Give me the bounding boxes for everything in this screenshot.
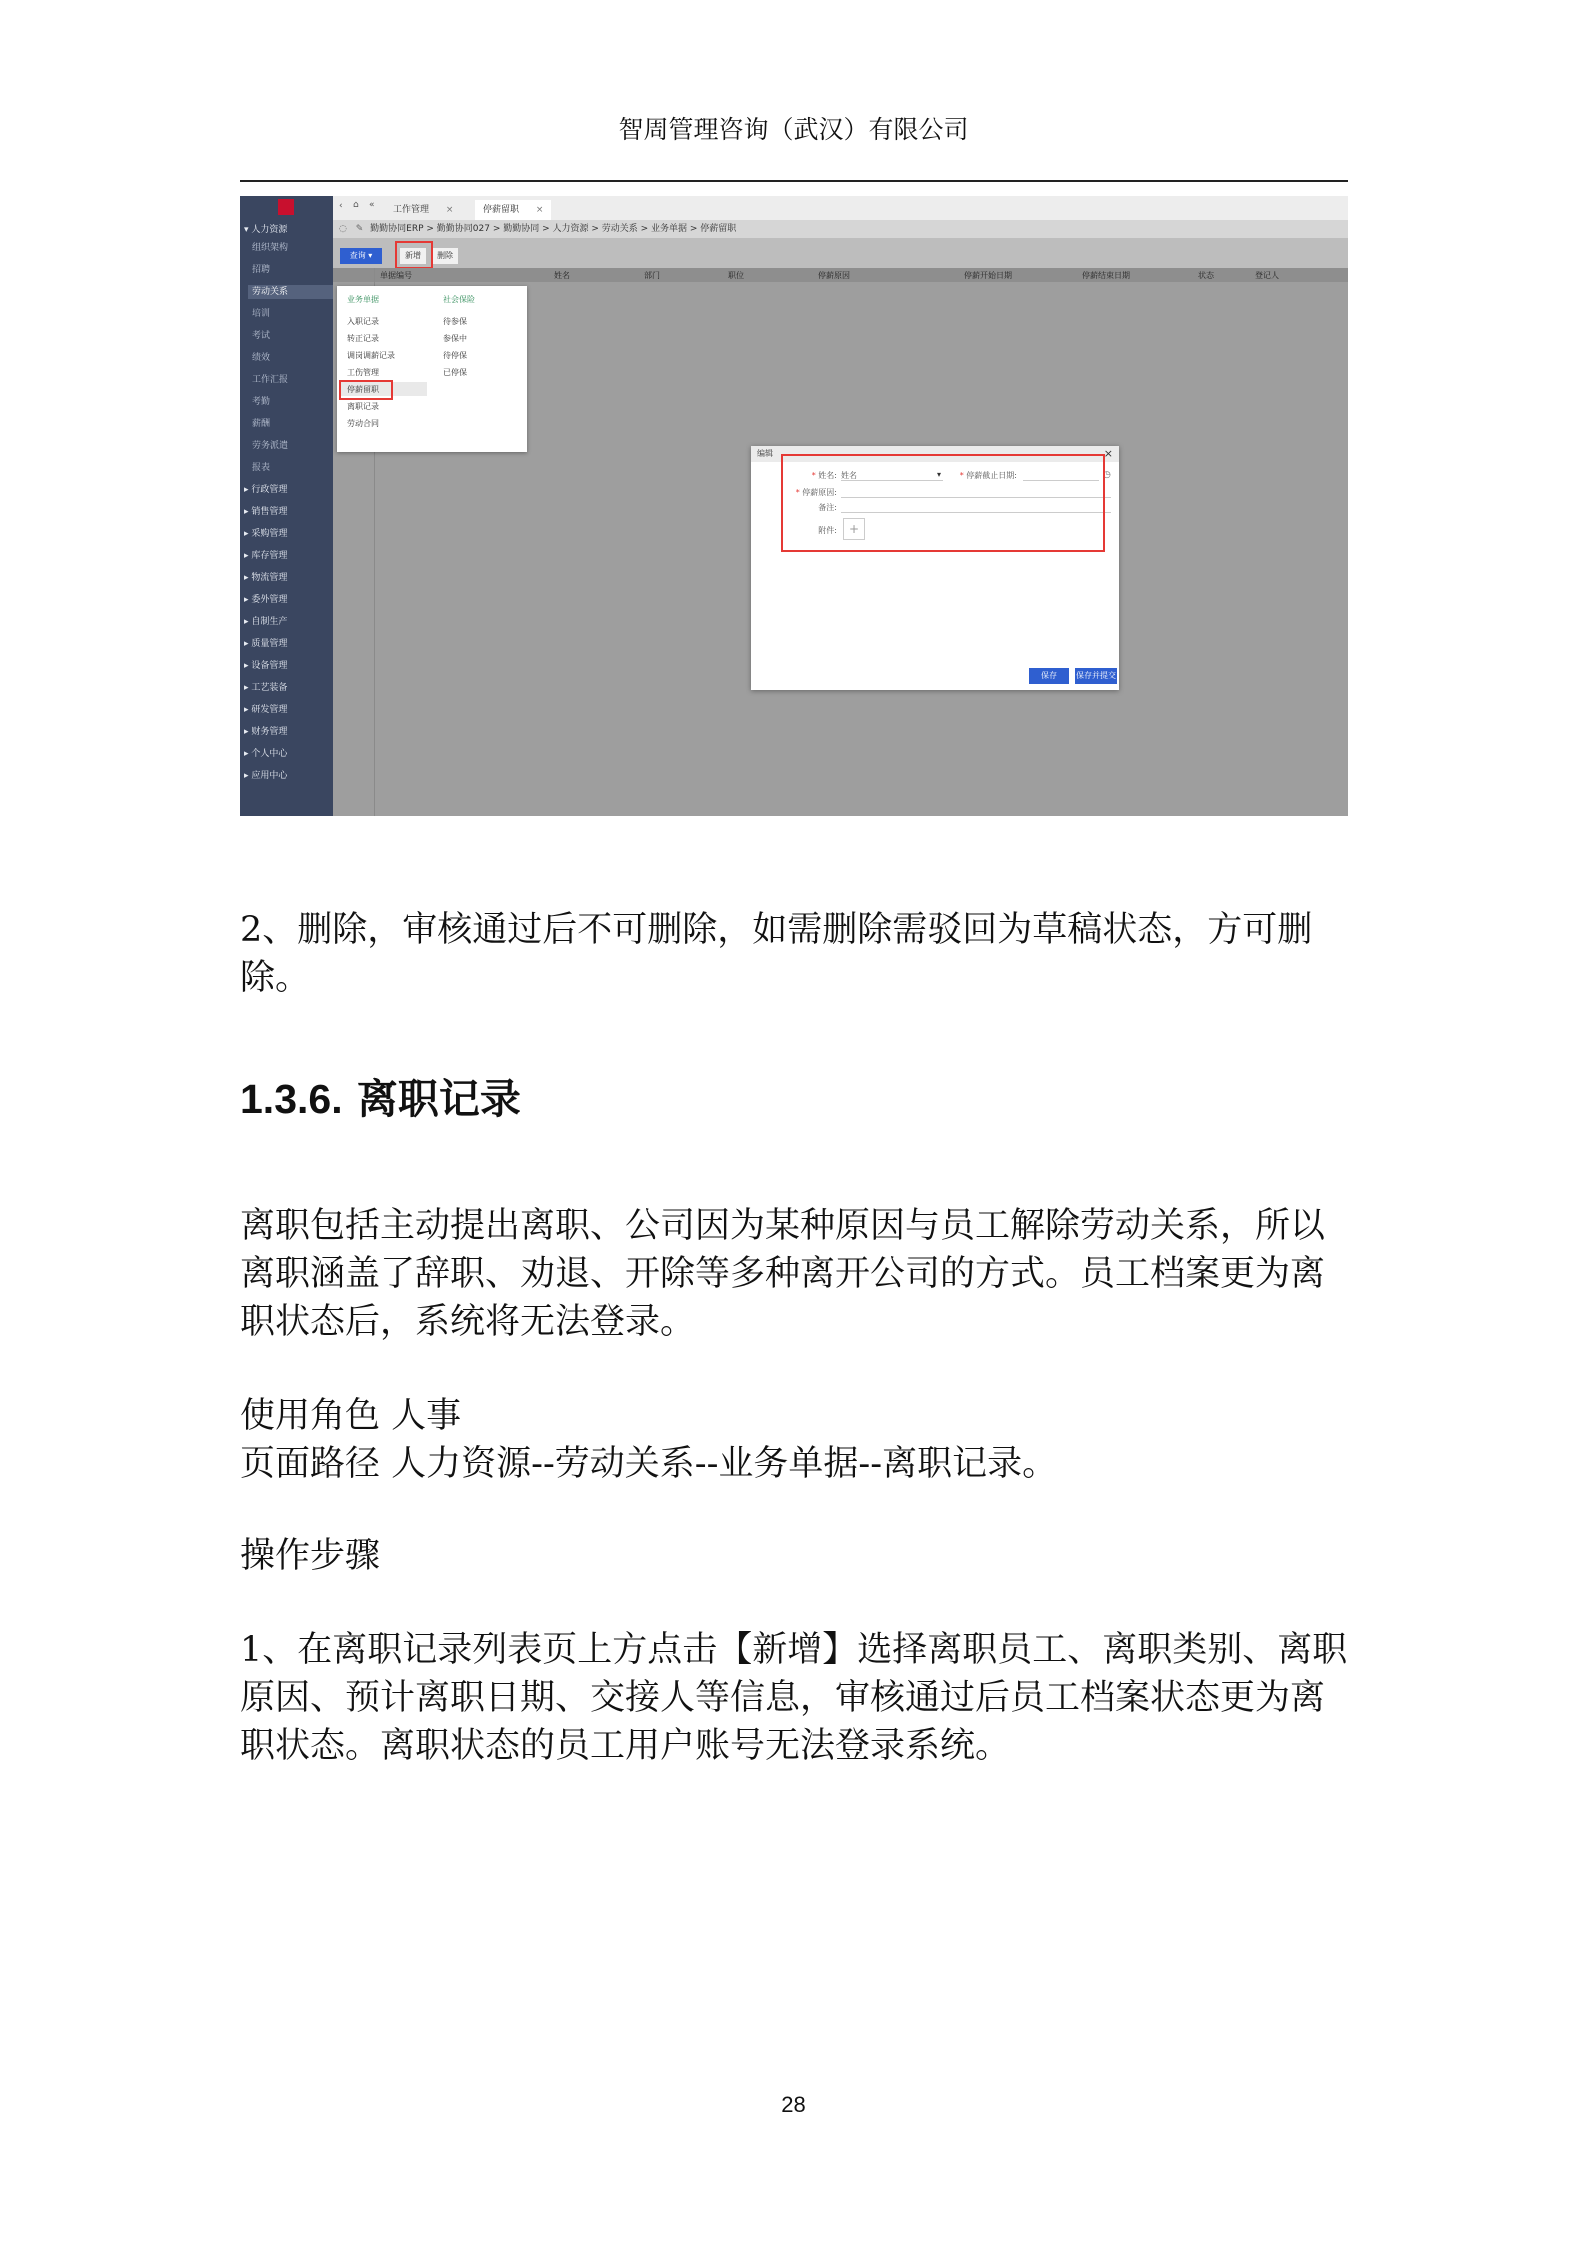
dropdown-item[interactable]: 入职记录 bbox=[347, 317, 379, 326]
sidebar-module[interactable]: ▸ 销售管理 bbox=[244, 505, 287, 519]
column-header[interactable]: 单据编号 bbox=[380, 271, 412, 280]
section-title: 离职记录 bbox=[356, 1075, 521, 1123]
save-button[interactable]: 保存 bbox=[1029, 668, 1069, 684]
column-header[interactable]: 停薪结束日期 bbox=[1082, 271, 1130, 280]
sidebar-module[interactable]: ▸ 自制生产 bbox=[244, 615, 287, 629]
sidebar-subitem[interactable]: 考勤 bbox=[252, 397, 271, 407]
home-icon[interactable]: ⌂ bbox=[353, 200, 359, 210]
sidebar-module[interactable]: ▸ 应用中心 bbox=[244, 769, 287, 783]
sidebar-item-hr[interactable]: ▾ 人力资源 bbox=[244, 223, 287, 237]
close-icon[interactable]: × bbox=[535, 205, 544, 215]
attachment-upload-button[interactable]: + bbox=[843, 518, 865, 540]
label-text: 停薪截止日期: bbox=[966, 471, 1017, 480]
tab-label: 停薪留职 bbox=[483, 205, 520, 215]
dialog-title: 编辑 bbox=[757, 449, 773, 458]
column-header[interactable]: 停薪开始日期 bbox=[964, 271, 1012, 280]
column-header[interactable]: 状态 bbox=[1198, 271, 1214, 280]
sidebar-module[interactable]: ▸ 委外管理 bbox=[244, 593, 287, 607]
sidebar bbox=[240, 196, 333, 816]
dropdown-item[interactable]: 离职记录 bbox=[347, 402, 379, 411]
sidebar-subitem[interactable]: 培训 bbox=[252, 309, 271, 319]
delete-note: 2、删除，审核通过后不可删除，如需删除需驳回为草稿状态，方可删除。 bbox=[240, 910, 1313, 998]
sidebar-subitem[interactable]: 招聘 bbox=[252, 265, 271, 275]
column-header[interactable]: 部门 bbox=[644, 271, 660, 280]
screenshot-figure bbox=[240, 196, 1348, 816]
add-button[interactable]: 新增 bbox=[400, 248, 426, 264]
dropdown-item[interactable]: 待停保 bbox=[443, 351, 467, 360]
refresh-icon[interactable]: ◌ bbox=[339, 224, 347, 234]
save-submit-button[interactable]: 保存并提交 bbox=[1075, 668, 1117, 684]
sidebar-subitem-active[interactable]: 劳动关系 bbox=[248, 285, 334, 299]
sidebar-subitem[interactable]: 薪酬 bbox=[252, 419, 271, 429]
dropdown-group-title: 社会保险 bbox=[443, 295, 475, 304]
breadcrumb-text: 勤勤协同ERP > 勤勤协同027 > 勤勤协同 > 人力资源 > 劳动关系 > 业务单据 > 停薪留职 bbox=[370, 224, 737, 234]
sidebar-module[interactable]: ▸ 个人中心 bbox=[244, 747, 287, 761]
sidebar-module[interactable]: ▸ 工艺装备 bbox=[244, 681, 287, 695]
sidebar-subitem[interactable]: 报表 bbox=[252, 463, 271, 473]
name-input[interactable]: 姓名 bbox=[841, 471, 857, 480]
logo-icon bbox=[278, 199, 294, 215]
query-button[interactable]: 查询 ▾ bbox=[340, 248, 382, 264]
dropdown-item-suspension[interactable]: 停薪留职 bbox=[347, 385, 379, 394]
delete-button[interactable]: 删除 bbox=[432, 248, 458, 264]
label-text: 姓名: bbox=[818, 471, 837, 480]
sidebar-module[interactable]: ▸ 设备管理 bbox=[244, 659, 287, 673]
highlight-add-button bbox=[395, 241, 433, 269]
calendar-icon[interactable]: ◷ bbox=[1103, 470, 1111, 480]
dropdown-item[interactable]: 调岗调薪记录 bbox=[347, 351, 395, 360]
column-header[interactable]: 停薪原因 bbox=[818, 271, 850, 280]
double-left-icon[interactable]: « bbox=[369, 200, 375, 210]
sidebar-subitem[interactable]: 工作汇报 bbox=[252, 375, 289, 385]
sidebar-subitem[interactable]: 劳务派遣 bbox=[252, 441, 289, 451]
back-icon[interactable]: ‹ bbox=[339, 201, 343, 211]
attachment-label: 附件: bbox=[818, 526, 837, 535]
sidebar-module[interactable]: ▸ 采购管理 bbox=[244, 527, 287, 541]
column-header[interactable]: 登记人 bbox=[1255, 271, 1279, 280]
column-header[interactable]: 职位 bbox=[728, 271, 744, 280]
tab-work-management[interactable] bbox=[385, 200, 461, 220]
close-icon[interactable]: × bbox=[445, 205, 454, 215]
add-dropdown-menu bbox=[337, 286, 527, 452]
name-label: * 姓名: bbox=[811, 471, 837, 480]
sidebar-module[interactable]: ▸ 行政管理 bbox=[244, 483, 287, 497]
sidebar-module[interactable]: ▸ 库存管理 bbox=[244, 549, 287, 563]
breadcrumb bbox=[333, 220, 1348, 238]
tab-label: 工作管理 bbox=[393, 205, 430, 215]
toolbar bbox=[333, 238, 1348, 268]
step-1: 1、在离职记录列表页上方点击【新增】选择离职员工、离职类别、离职原因、预计离职日期、交接人等信息，审核通过后员工档案状态更为离职状态。离职状态的员工用户账号无法登录系统。 bbox=[240, 1630, 1348, 1766]
path-line: 页面路径 人力资源--劳动关系--业务单据--离职记录。 bbox=[240, 1444, 1058, 1484]
dropdown-item[interactable]: 工伤管理 bbox=[347, 368, 379, 377]
edit-dialog bbox=[751, 446, 1119, 690]
highlight-form-area bbox=[781, 454, 1105, 552]
dropdown-item[interactable]: 已停保 bbox=[443, 368, 467, 377]
sidebar-subitem[interactable]: 考试 bbox=[252, 331, 271, 341]
section-heading bbox=[240, 1066, 521, 1125]
page-number: 28 bbox=[781, 2092, 806, 2117]
intro-paragraph: 离职包括主动提出离职、公司因为某种原因与员工解除劳动关系，所以离职涵盖了辞职、劝退、开除等多种离开公司的方式。员工档案更为离职状态后，系统将无法登录。 bbox=[240, 1206, 1326, 1342]
remark-label: 备注: bbox=[818, 503, 837, 512]
label-text: 停薪原因: bbox=[802, 488, 837, 497]
sidebar-module[interactable]: ▸ 质量管理 bbox=[244, 637, 287, 651]
section-number: 1.3.6. bbox=[240, 1076, 343, 1122]
dropdown-item[interactable]: 参保中 bbox=[443, 334, 467, 343]
column-header[interactable]: 姓名 bbox=[554, 271, 570, 280]
pin-icon[interactable]: ✎ bbox=[355, 224, 364, 234]
dropdown-item[interactable]: 劳动合同 bbox=[347, 419, 379, 428]
sidebar-module[interactable]: ▸ 物流管理 bbox=[244, 571, 287, 585]
query-label: 查询 bbox=[349, 251, 366, 260]
role-line: 使用角色 人事 bbox=[240, 1396, 462, 1436]
close-icon[interactable]: × bbox=[1103, 447, 1113, 460]
highlight-dropdown-item bbox=[339, 380, 393, 400]
sidebar-subitem[interactable]: 组织架构 bbox=[252, 243, 289, 253]
dropdown-item[interactable]: 转正记录 bbox=[347, 334, 379, 343]
sidebar-module[interactable]: ▸ 研发管理 bbox=[244, 703, 287, 717]
dropdown-group-title: 业务单据 bbox=[347, 295, 379, 304]
tab-bar bbox=[333, 196, 1348, 220]
date-label: * 停薪截止日期: bbox=[959, 471, 1017, 480]
steps-title: 操作步骤 bbox=[240, 1536, 381, 1576]
chevron-down-icon[interactable]: ▾ bbox=[937, 470, 942, 479]
dropdown-item[interactable]: 待参保 bbox=[443, 317, 467, 326]
sidebar-module[interactable]: ▸ 财务管理 bbox=[244, 725, 287, 739]
tab-suspension[interactable] bbox=[475, 200, 551, 220]
sidebar-subitem[interactable]: 绩效 bbox=[252, 353, 271, 363]
page-header-title: 智周管理咨询（武汉）有限公司 bbox=[618, 115, 969, 144]
header-divider bbox=[240, 180, 1348, 182]
reason-label: * 停薪原因: bbox=[795, 488, 837, 497]
